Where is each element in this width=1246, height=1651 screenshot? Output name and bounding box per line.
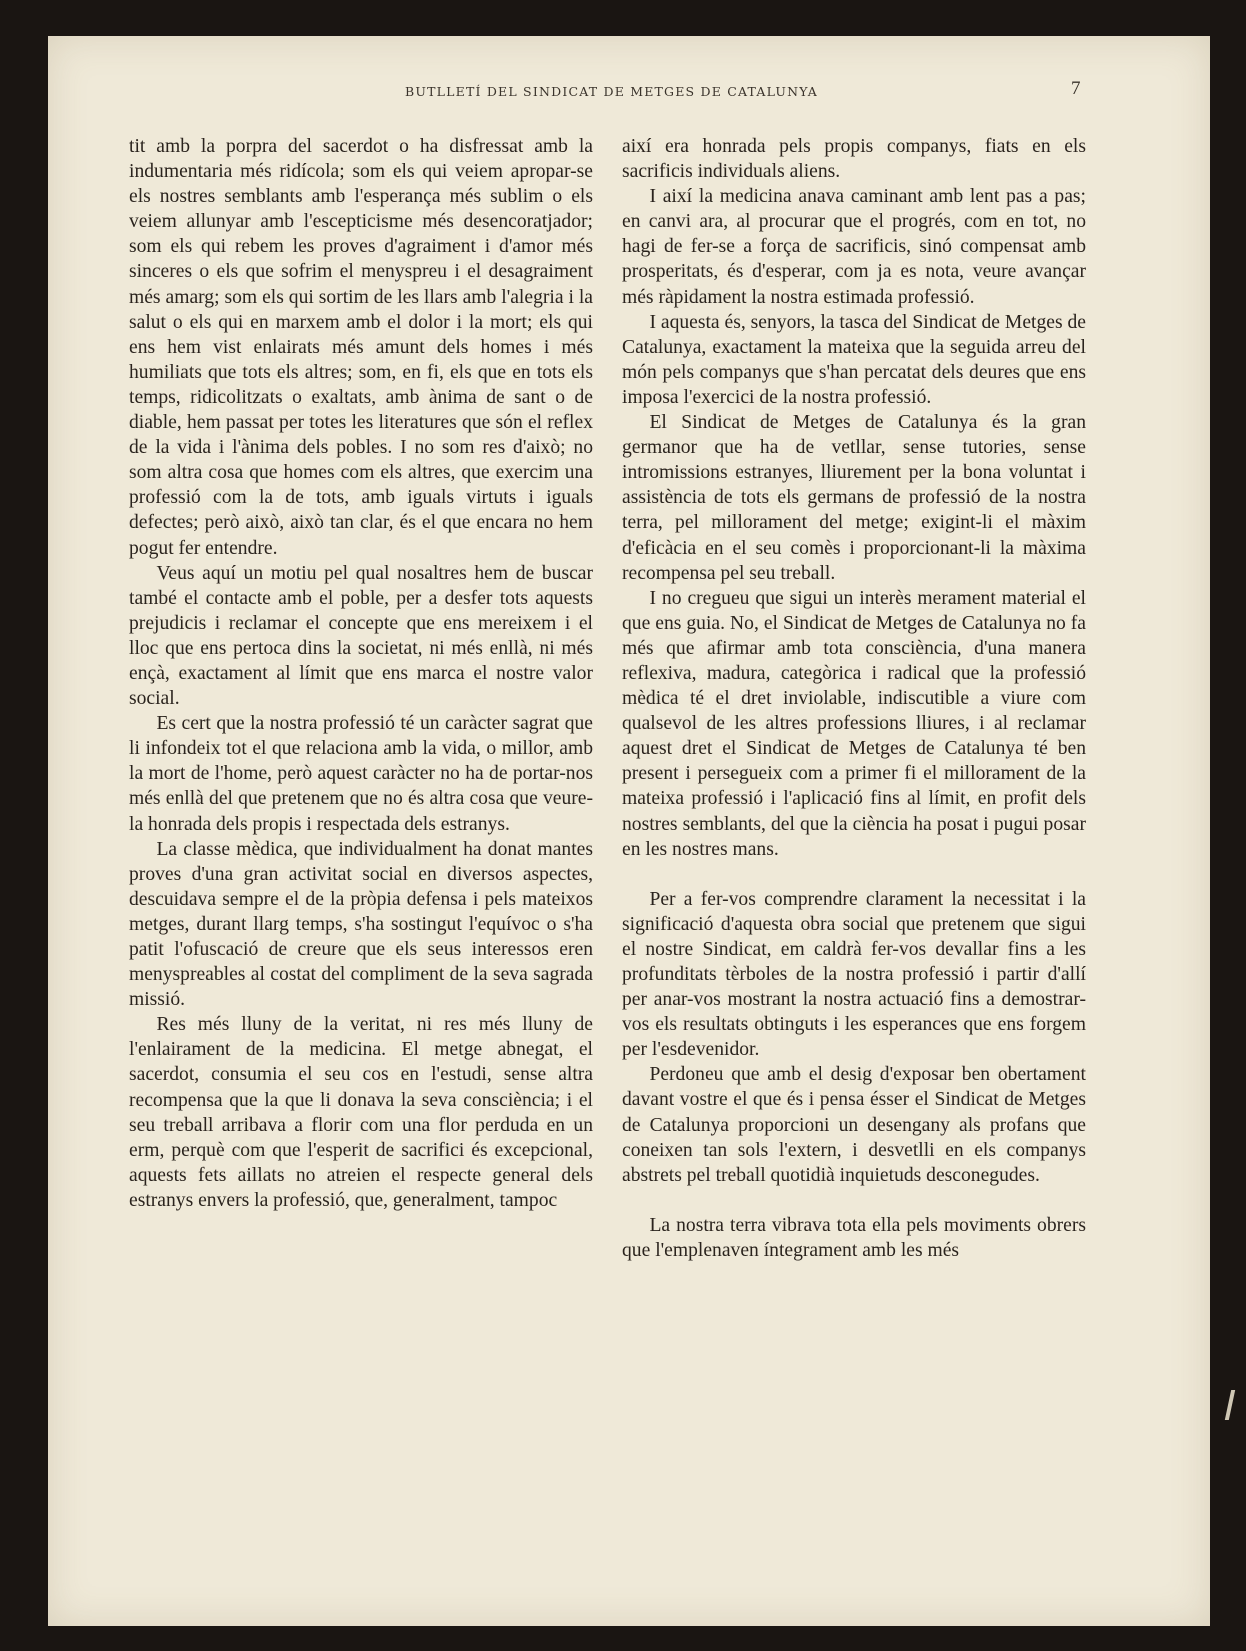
paragraph: Res més lluny de la veritat, ni res més lluny de l'enlairament de la medicina. El metge abnegat, el sacerdot, consumia el seu cos en l'estudi, sense altra recompensa que la que li donava la seva consciència; i el seu treball arribava a florir com una flor perduda en un erm, perquè com que l'esperit de sacrifici és excepcional, aquests fets aillats no atreien el respecte general dels estranys envers la professió, que, generalment, tampoc [129, 1014, 593, 1211]
paragraph: La classe mèdica, que individualment ha donat mantes proves d'una gran activitat social en diversos aspectes, descuidava sempre el de la pròpia defensa i pels mateixos metges, durant llarg temps, s'ha sostingut l'equívoc o s'ha patit l'ofuscació de creure que els seus interessos eren menyspreables al costat del compliment de la seva sagrada missió. [129, 838, 593, 1011]
page-number: 7 [1071, 78, 1081, 99]
paragraph: Per a fer-vos comprendre clarament la necessitat i la significació d'aquesta obra social que pretenem que sigui el nostre Sindicat, em caldrà fer-vos devallar fins a les profunditats tèrboles de la nostra professió i partir d'allí per anar-vos mostrant la nostra actuació fins a demostrar-vos els resultats obtinguts i les esperances que ens forgem per l'esdevenidor. [622, 888, 1086, 1061]
paragraph: tit amb la porpra del sacerdot o ha disfressat amb la indumentaria més ridícola; som els qui veiem apropar-se els nostres semblants amb l'esperança més sublim o els veiem allunyar amb l'escepticisme més desencoratjador; som els qui rebem les proves d'agraiment i d'amor més sinceres o els que sofrim el menyspreu i el desagraiment més amarg; som els qui sortim de les llars amb l'alegria i la salut o els qui en marxem amb el dolor i la mort; els qui ens hem vist enlairats més amunt dels homes i més humiliats que tots els altres; som, en fi, els que en tots els temps, ridicolitzats o exaltats, amb ànima de sant o de diable, hem passat per totes les literatures que són el reflex de la vida i l'ànima dels pobles. I no som res d'això; no som altra cosa que homes com els altres, que exercim una professió com la de tots, amb iguals virtuts i iguals defectes; però això, això tan clar, és el que encara no hem pogut fer entendre. [129, 136, 593, 559]
paragraph: Veus aquí un motiu pel qual nosaltres hem de buscar també el contacte amb el poble, per a desfer tots aquests prejudicis i reclamar el concepte que ens mereixem i el lloc que ens pertoca dins la societat, ni més enllà, ni més ençà, exactament al límit que ens marca el nostre valor social. [129, 562, 593, 710]
paragraph: I no cregueu que sigui un interès merament material el que ens guia. No, el Sindicat de Metges de Catalunya no fa més que afirmar amb tota consciència, d'una manera reflexiva, madura, categòrica i radical que la professió mèdica té el dret inviolable, indiscutible a viure com qualsevol de les altres professions lliures, i al reclamar aquest dret el Sindicat de Metges de Catalunya té ben present i persegueix com a primer fi el millorament de la mateixa professió i l'aplicació fins al límit, en profit dels nostres semblants, del que la ciència ha posat i pugui posar en les nostres mans. [622, 587, 1086, 860]
paragraph: La nostra terra vibrava tota ella pels moviments obrers que l'emplenaven íntegrament amb les més [622, 1214, 1086, 1261]
paragraph: I així la medicina anava caminant amb lent pas a pas; en canvi ara, al procurar que el progrés, com en tot, no hagi de fer-se a força de sacrificis, sinó compensat amb prosperitats, és d'esperar, com ja es nota, veure avançar més ràpidament la nostra estimada professió. [622, 186, 1086, 308]
paragraph: Es cert que la nostra professió té un caràcter sagrat que li infondeix tot el que relaciona amb la vida, o millor, amb la mort de l'home, però aquest caràcter no ha de portar-nos més enllà del que pretenem que no és altra cosa que veure-la honrada dels propis i respectada dels estranys. [129, 713, 593, 835]
paragraph: I aquesta és, senyors, la tasca del Sindicat de Metges de Catalunya, exactament la mateixa que la seguida arreu del món pels companys que s'han percatat dels deures que ens imposa l'exercici de la nostra professió. [622, 311, 1086, 408]
left-column [129, 134, 593, 1213]
paragraph: Perdoneu que amb el desig d'exposar ben obertament davant vostre el que és i pensa ésser el Sindicat de Metges de Catalunya proporcioni un desengany als profans que coneixen tan sols l'extern, i desvetlli en els companys abstrets pel treball quotidià inquietuds desconegudes. [622, 1064, 1086, 1186]
paragraph: així era honrada pels propis companys, fiats en els sacrificis individuals aliens. [622, 136, 1086, 183]
right-column [622, 134, 1086, 1263]
running-header: BUTLLETÍ DEL SINDICAT DE METGES DE CATALUNYA [405, 84, 819, 99]
page-edge-mark [1225, 1390, 1235, 1420]
paragraph: El Sindicat de Metges de Catalunya és la gran germanor que ha de vetllar, sense tutories, sense intromissions estranyes, lliurement per la bona voluntat i assistència de tots els germans de professió de la nostra terra, pel millorament del metge; exigint-li el màxim d'eficàcia en el seu comès i proporcionant-li la màxima recompensa pel seu treball. [622, 412, 1086, 584]
